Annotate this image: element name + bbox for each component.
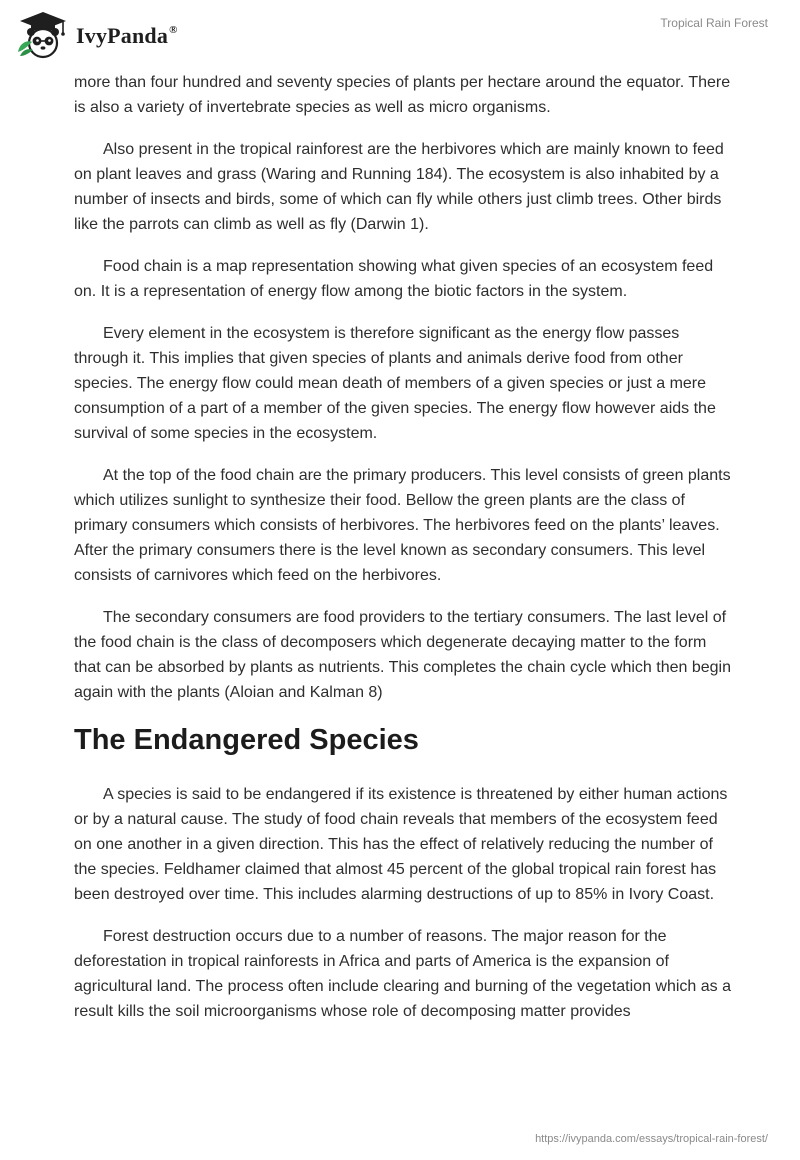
ivypanda-logo[interactable] <box>14 6 178 64</box>
paragraph: At the top of the food chain are the primary producers. This level consists of green plants which utilizes sunlight to synthesize their food. Bellow the green plants are the class of primary consumers which consists of herbivores. The herbivores feed on the plants’ leaves. After the primary consumers there is the level known as secondary consumers. This level consists of carnivores which feed on the herbivores. <box>74 467 731 584</box>
paragraph: Also present in the tropical rainforest are the herbivores which are mainly known to feed on plant leaves and grass (Waring and Running 184). The ecosystem is also inhabited by a number of insects and birds, some of which can fly while others just climb trees. Other birds like the parrots can climb as well as fly (Darwin 1). <box>74 141 724 233</box>
registered-mark: ® <box>169 23 178 36</box>
paragraph: more than four hundred and seventy species of plants per hectare around the equator. There is also a variety of invertebrate species as well as micro organisms. <box>74 74 731 116</box>
panda-graduate-icon <box>14 6 72 64</box>
paragraph: A species is said to be endangered if its existence is threatened by either human actions or by a natural cause. The study of food chain reveals that members of the ecosystem feed on one another in a given direction. This has the effect of relatively reducing the number of the species. Feldhamer claimed that almost 45 percent of the global tropical rain forest has been destroyed over time. This includes alarming destructions of up to 85% in Ivory Coast. <box>74 786 728 903</box>
paragraph: Forest destruction occurs due to a number of reasons. The major reason for the deforestation in tropical rainforests in Africa and parts of America is the expansion of agricultural land. The process often include clearing and burning of the vegetation which as a result kills the soil microorganisms whose role of decomposing matter provides <box>74 928 732 1020</box>
paragraph: Food chain is a map representation showing what given species of an ecosystem feed on. It is a representation of energy flow among the biotic factors in the system. <box>74 258 714 300</box>
essay-body <box>74 70 736 1041</box>
paragraph: Every element in the ecosystem is therefore significant as the energy flow passes through it. This implies that given species of plants and animals derive food from other species. The energy flow could mean death of members of a given species or just a mere consumption of a part of a member of the given species. The energy flow however aids the survival of some species in the ecosystem. <box>74 325 716 442</box>
section-heading: The Endangered Species <box>74 724 419 756</box>
document-title: Tropical Rain Forest <box>660 16 768 30</box>
paragraph: The secondary consumers are food providers to the tertiary consumers. The last level of the food chain is the class of decomposers which degenerate decaying matter to the form that can be absorbed by plants as nutrients. This completes the chain cycle which then begin again with the plants (Aloian and Kalman 8) <box>74 609 731 701</box>
source-url[interactable]: https://ivypanda.com/essays/tropical-rain-forest/ <box>535 1133 768 1145</box>
logo-wordmark: IvyPanda® <box>76 23 178 48</box>
page-header <box>0 0 800 68</box>
